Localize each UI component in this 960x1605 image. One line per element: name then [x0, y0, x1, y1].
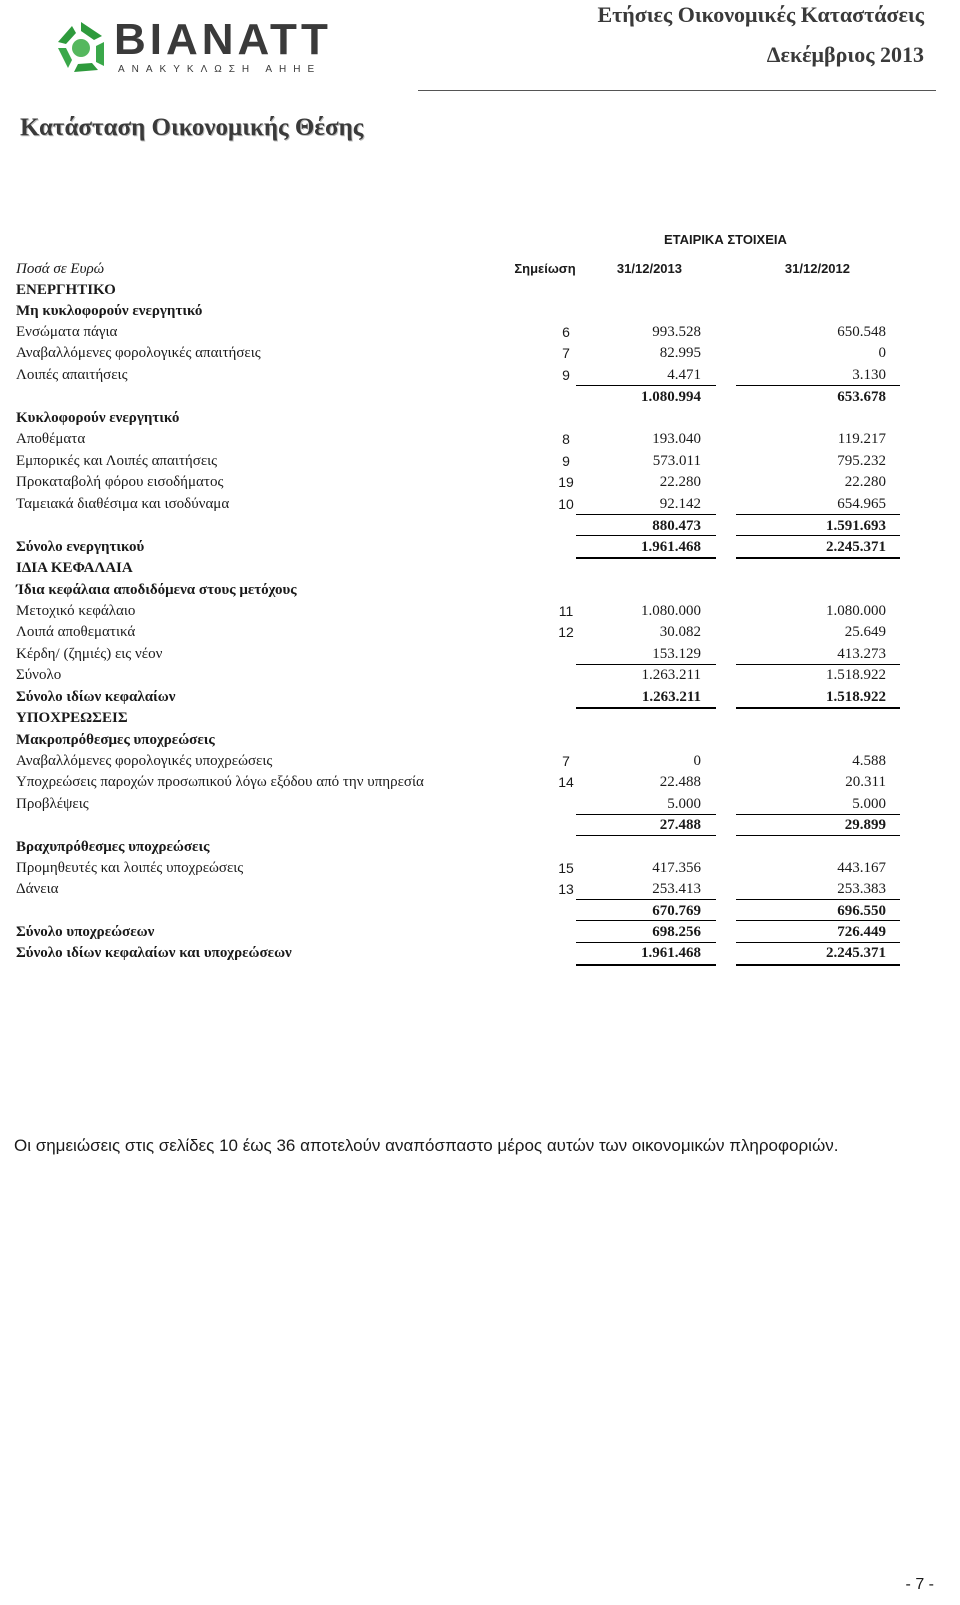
row-label: Εμπορικές και Λοιπές απαιτήσεις	[16, 453, 218, 469]
total-equity-row	[0, 686, 960, 708]
row-value-2012: 20.311	[845, 774, 886, 790]
row-label: Βραχυπρόθεσμες υποχρεώσεις	[16, 839, 210, 855]
page-number: - 7 -	[905, 1576, 934, 1593]
table-row	[0, 300, 960, 322]
row-label: ΙΔΙΑ ΚΕΦΑΛΑΙΑ	[16, 560, 133, 576]
row-value-2012: 653.678	[837, 389, 886, 405]
table-row	[0, 342, 960, 364]
row-value-2013: 5.000	[667, 796, 701, 812]
table-row	[0, 471, 960, 493]
subtotal-row	[0, 515, 960, 537]
row-value-2013: 880.473	[652, 518, 701, 534]
total-assets-row	[0, 536, 960, 558]
table-row	[0, 878, 960, 900]
row-value-2012: 253.383	[837, 881, 886, 897]
row-label: ΕΝΕΡΓΗΤΙΚΟ	[16, 282, 116, 298]
row-label: Λοιπά αποθεματικά	[16, 624, 136, 640]
row-label: Προμηθευτές και λοιπές υποχρεώσεις	[16, 860, 244, 876]
row-label: Σύνολο ιδίων κεφαλαίων	[16, 689, 176, 705]
row-note: 7	[562, 753, 570, 769]
row-label: Μη κυκλοφορούν ενεργητικό	[16, 303, 203, 319]
row-value-2012: 29.899	[844, 817, 886, 833]
table-row	[0, 279, 960, 301]
document-date: Δεκέμβριος 2013	[766, 42, 924, 67]
table-row	[0, 493, 960, 515]
table-row	[0, 729, 960, 751]
col-2012-header: 31/12/2012	[784, 261, 850, 276]
table-row	[0, 321, 960, 343]
row-value-2012: 413.273	[837, 646, 886, 662]
row-value-2013: 573.011	[652, 453, 701, 469]
table-header-row	[0, 258, 960, 280]
row-value-2013: 92.142	[659, 496, 701, 512]
row-value-2012: 22.280	[844, 474, 886, 490]
table-row	[0, 557, 960, 579]
row-note: 9	[562, 453, 570, 469]
logo-subtitle: ΑΝΑΚΥΚΛΩΣΗ ΑΗΗΕ	[118, 64, 322, 75]
row-label: Μακροπρόθεσμες υποχρεώσεις	[16, 732, 215, 748]
row-label: Ενσώματα πάγια	[16, 324, 118, 340]
row-value-2012: 1.518.922	[826, 667, 886, 683]
row-label: Αναβαλλόμενες φορολογικές απαιτήσεις	[16, 345, 261, 361]
row-note: 19	[558, 474, 574, 490]
table-row	[0, 771, 960, 793]
row-label: Ταμειακά διαθέσιμα και ισοδύναμα	[16, 496, 230, 512]
table-row	[0, 750, 960, 772]
row-value-2012: 2.245.371	[826, 945, 886, 961]
table-row	[0, 579, 960, 601]
footer-note: Οι σημειώσεις στις σελίδες 10 έως 36 αποτελούν αναπόσπαστο μέρος αυτών των οικονομικών πληροφοριών.	[14, 1136, 839, 1155]
row-value-2012: 5.000	[852, 796, 886, 812]
logo-wordmark: BIANATT	[114, 15, 332, 64]
row-value-2012: 1.591.693	[826, 518, 886, 534]
row-label: Προκαταβολή φόρου εισοδήματος	[16, 474, 224, 490]
row-note: 6	[562, 324, 570, 340]
table-row	[0, 707, 960, 729]
row-value-2013: 4.471	[667, 367, 701, 383]
subtotal-row	[0, 386, 960, 408]
row-label: Αναβαλλόμενες φορολογικές υποχρεώσεις	[16, 753, 273, 769]
row-value-2013: 1.263.211	[641, 689, 701, 705]
table-row	[0, 600, 960, 622]
row-value-2013: 1.961.468	[641, 945, 701, 961]
subtotal-row	[0, 814, 960, 836]
row-value-2013: 1.080.000	[641, 603, 701, 619]
row-value-2013: 1.080.994	[641, 389, 701, 405]
row-value-2013: 993.528	[652, 324, 701, 340]
row-value-2012: 654.965	[837, 496, 886, 512]
row-value-2012: 650.548	[837, 324, 886, 340]
row-note: 14	[558, 774, 574, 790]
table-row	[0, 643, 960, 665]
col-2013-header: 31/12/2013	[616, 261, 682, 276]
row-label: Σύνολο υποχρεώσεων	[16, 924, 155, 940]
row-note: 15	[558, 860, 574, 876]
row-label: Δάνεια	[16, 881, 59, 897]
row-value-2012: 1.518.922	[826, 689, 886, 705]
row-label: Σύνολο ιδίων κεφαλαίων και υποχρεώσεων	[16, 945, 292, 961]
table-row	[0, 836, 960, 858]
row-note: 8	[562, 431, 570, 447]
row-value-2013: 253.413	[652, 881, 701, 897]
row-value-2012: 795.232	[837, 453, 886, 469]
row-value-2013: 698.256	[652, 924, 701, 940]
row-value-2013: 1.961.468	[641, 539, 701, 555]
row-note: 7	[562, 345, 570, 361]
table-row	[0, 664, 960, 686]
row-note: 10	[558, 496, 574, 512]
row-label: Κυκλοφορούν ενεργητικό	[16, 410, 180, 426]
row-label: Μετοχικό κεφάλαιο	[16, 603, 136, 619]
row-value-2012: 726.449	[837, 924, 886, 940]
note-column-header: Σημείωση	[514, 261, 576, 276]
total-rule	[576, 964, 716, 966]
row-value-2013: 22.488	[659, 774, 701, 790]
row-value-2012: 1.080.000	[826, 603, 886, 619]
table-row	[0, 857, 960, 879]
currency-label: Ποσά σε Ευρώ	[16, 261, 105, 277]
row-value-2013: 27.488	[659, 817, 701, 833]
row-value-2012: 25.649	[844, 624, 886, 640]
row-value-2012: 4.588	[852, 753, 886, 769]
document-title: Ετήσιες Οικονομικές Καταστάσεις	[597, 2, 924, 27]
row-value-2012: 696.550	[837, 903, 886, 919]
row-value-2012: 0	[878, 345, 886, 361]
row-label: Λοιπές απαιτήσεις	[16, 367, 128, 383]
table-row	[0, 407, 960, 429]
row-label: ΥΠΟΧΡΕΩΣΕΙΣ	[16, 710, 128, 726]
total-rule	[736, 964, 900, 966]
row-value-2013: 30.082	[659, 624, 701, 640]
row-value-2013: 0	[693, 753, 701, 769]
row-label: Υποχρεώσεις παροχών προσωπικού λόγω εξόδου από την υπηρεσία	[16, 774, 424, 790]
subtotal-row	[0, 900, 960, 922]
row-value-2013: 193.040	[652, 431, 701, 447]
total-liabilities-row	[0, 921, 960, 943]
row-note: 13	[558, 881, 574, 897]
page-title: Κατάσταση Οικονομικής Θέσης	[20, 114, 364, 141]
row-value-2013: 417.356	[652, 860, 701, 876]
row-value-2012: 119.217	[837, 431, 886, 447]
table-row	[0, 793, 960, 815]
header-divider	[418, 90, 936, 91]
recycle-logo-icon	[52, 18, 110, 76]
row-note: 11	[558, 603, 574, 619]
row-label: Σύνολο ενεργητικού	[16, 539, 145, 555]
row-value-2013: 1.263.211	[641, 667, 701, 683]
group-heading: ΕΤΑΙΡΙΚΑ ΣΤΟΙΧΕΙΑ	[664, 232, 787, 247]
row-value-2012: 443.167	[837, 860, 886, 876]
row-note: 12	[558, 624, 574, 640]
row-label: Προβλέψεις	[16, 796, 89, 812]
row-label: Αποθέματα	[16, 431, 86, 447]
grand-total-row	[0, 942, 960, 964]
row-label: Ίδια κεφάλαια αποδιδόμενα στους μετόχους	[16, 582, 297, 598]
row-label: Σύνολο	[16, 667, 62, 683]
table-row	[0, 428, 960, 450]
row-value-2013: 153.129	[652, 646, 701, 662]
table-row	[0, 364, 960, 386]
company-logo	[52, 15, 412, 76]
table-row	[0, 621, 960, 643]
table-row	[0, 450, 960, 472]
row-value-2012: 2.245.371	[826, 539, 886, 555]
row-value-2012: 3.130	[852, 367, 886, 383]
row-label: Κέρδη/ (ζημιές) εις νέον	[16, 646, 163, 662]
row-note: 9	[562, 367, 570, 383]
row-value-2013: 82.995	[659, 345, 701, 361]
row-value-2013: 670.769	[652, 903, 701, 919]
row-value-2013: 22.280	[659, 474, 701, 490]
